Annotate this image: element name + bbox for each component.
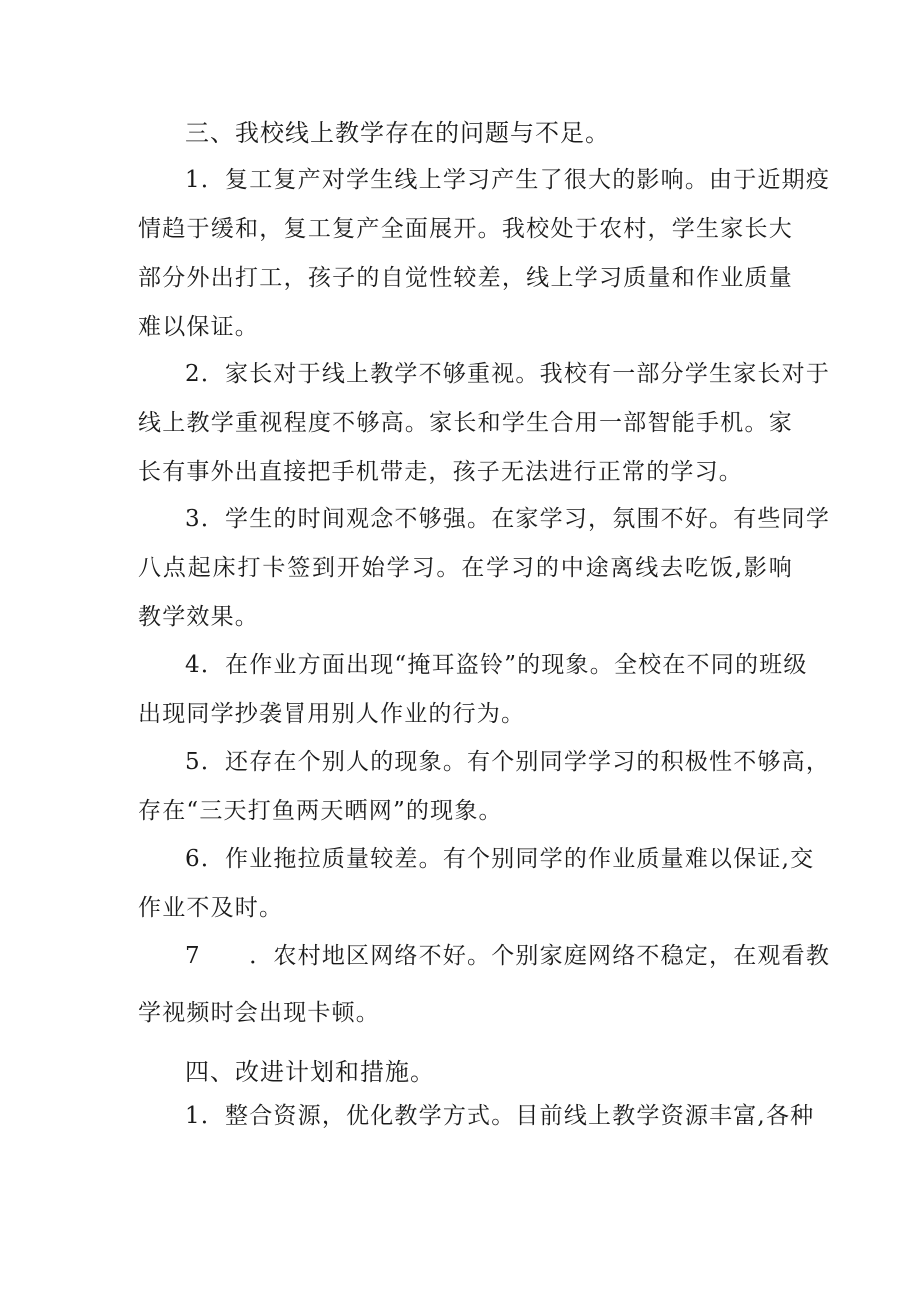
paragraph-first-line: 7 ．农村地区网络不好。个别家庭网络不稳定，在观看教	[185, 943, 831, 969]
paragraph-item-3	[138, 495, 831, 642]
paragraph-item-4	[138, 641, 808, 739]
paragraph-continuation: 作业不及时。	[138, 895, 284, 921]
paragraph-continuation: 学视频时会出现卡顿。	[138, 1000, 380, 1026]
paragraph-continuation: 八点起床打卡签到开始学习。在学习的中途离线去吃饭,影响教学效果。	[138, 555, 793, 630]
paragraph-item-2	[138, 350, 831, 497]
paragraph-first-line: 6．作业拖拉质量较差。有个别同学的作业质量难以保证,交	[185, 846, 815, 872]
paragraph-continuation: 存在“三天打鱼两天晒网”的现象。	[138, 798, 503, 824]
paragraph-item-4-1	[138, 1092, 815, 1141]
paragraph-first-line: 2．家长对于线上教学不够重视。我校有一部分学生家长对于	[185, 361, 831, 387]
paragraph-first-line: 1．复工复产对学生线上学习产生了很大的影响。由于近期疫	[185, 167, 831, 193]
paragraph-item-7	[138, 932, 831, 1038]
paragraph-first-line: 3．学生的时间观念不够强。在家学习，氛围不好。有些同学	[185, 506, 831, 532]
paragraph-continuation: 出现同学抄袭冒用别人作业的行为。	[138, 701, 526, 727]
paragraph-item-1	[138, 156, 831, 352]
paragraph-item-6	[138, 835, 815, 933]
paragraph-continuation: 情趋于缓和，复工复产全面展开。我校处于农村，学生家长大部分外出打工，孩子的自觉性较差，线上学习质量和作业质量难以保证。	[138, 216, 793, 340]
paragraph-item-5	[138, 738, 831, 836]
paragraph-continuation: 线上教学重视程度不够高。家长和学生合用一部智能手机。家长有事外出直接把手机带走，孩子无法进行正常的学习。	[138, 410, 793, 485]
paragraph-first-line: 1．整合资源，优化教学方式。目前线上教学资源丰富,各种	[185, 1103, 815, 1129]
section-heading-3: 三、我校线上教学存在的问题与不足。	[185, 119, 610, 147]
section-heading-4: 四、改进计划和措施。	[185, 1058, 435, 1086]
paragraph-first-line: 5．还存在个别人的现象。有个别同学学习的积极性不够高，	[185, 749, 831, 775]
paragraph-first-line: 4．在作业方面出现“掩耳盗铃”的现象。全校在不同的班级	[185, 652, 808, 678]
